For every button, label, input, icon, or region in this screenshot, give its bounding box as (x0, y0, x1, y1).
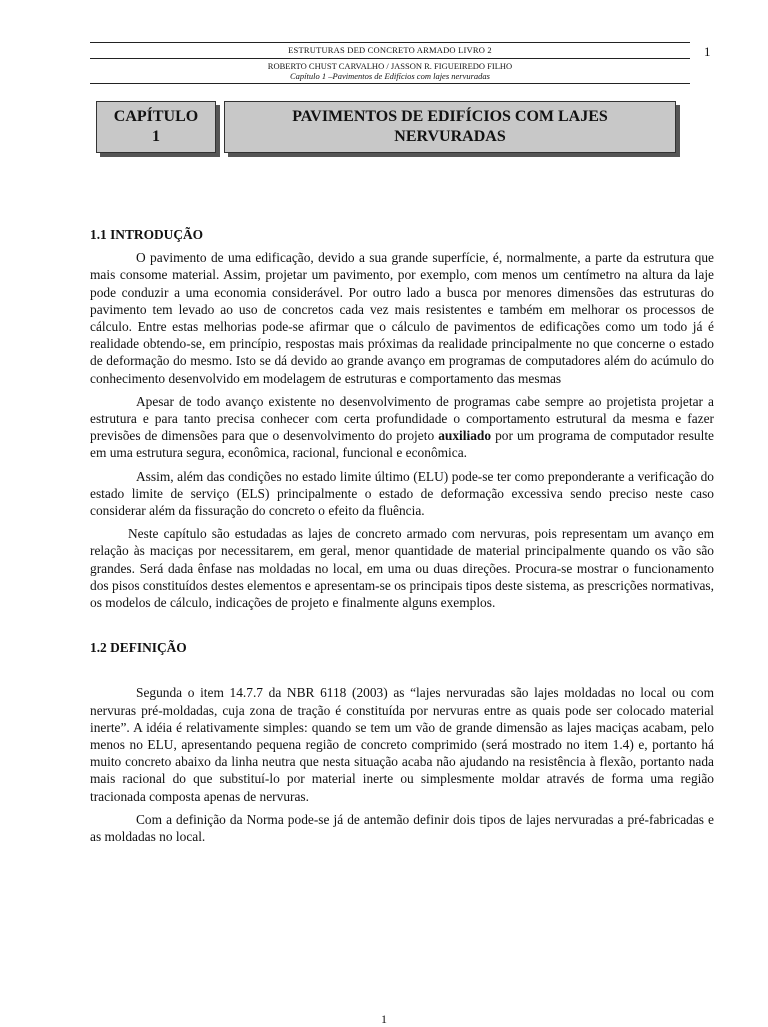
running-header (90, 42, 690, 84)
header-chapter-ref: Capítulo 1 –Pavimentos de Edifícios com lajes nervuradas (290, 71, 490, 81)
paragraph-intro-2-b: por um programa de computador resulte em uma estrutura segura, econômica, racional, funcional e econômica. (90, 428, 714, 461)
chapter-title-line2: NERVURADAS (394, 128, 506, 145)
paragraph-def-1: Segunda o item 14.7.7 da NBR 6118 (2003) as “lajes nervuradas são lajes moldadas no local ou com nervuras pré-moldadas, cuja zona de tração é constituída por nervuras entre as quais pode ser colocado material inerte”. A idéia é relativamente simples: quando se tem um vão de grande dimensão as lajes maciças acabam, pelo menos no ELU, apresentando pequena região de concreto comprimido (será mostrado no item 1.4) e, portanto há muito concreto abaixo da linha neutra que nesta situação acaba não ajudando na resistência à flexão, portanto nada mais racional do que substituí-lo por material inerte ou simplesmente moldar através de forma uma região tracionada composta apenas de nervuras. (90, 685, 714, 804)
header-bottom-rule (90, 83, 690, 84)
chapter-title-box (224, 101, 676, 153)
paragraph-intro-2 (90, 393, 714, 462)
paragraph-intro-2-bold: auxiliado (438, 428, 492, 444)
chapter-label: CAPÍTULO (113, 108, 199, 125)
chapter-number: 1 (152, 128, 160, 145)
page-body (90, 226, 714, 845)
header-page-number: 1 (704, 44, 711, 59)
header-book-title: ESTRUTURAS DED CONCRETO ARMADO LIVRO 2 (288, 45, 492, 55)
paragraph-intro-4: Neste capítulo são estudadas as lajes de concreto armado com nervuras, pois representam um avanço em relação às maciças por necessitarem, em geral, menor quantidade de material principalmente quando os vão são grandes. Será dada ênfase nas moldadas no local, em uma ou duas direções. Procura-se mostrar o funcionamento dos pisos constituídos destes elementos e apresentam-se os principais tipos deste sistema, as prescrições normativas, os modelos de cálculo, indicações de projeto e finalmente alguns exemplos. (90, 526, 714, 611)
paragraph-def-2: Com a definição da Norma pode-se já de antemão definir dois tipos de lajes nervuradas a pré-fabricadas e as moldadas no local. (90, 811, 714, 845)
header-authors: ROBERTO CHUST CARVALHO / JASSON R. FIGUEIREDO FILHO (267, 61, 513, 71)
section-heading-definicao: 1.2 DEFINIÇÃO (90, 640, 187, 656)
section-heading-introducao: 1.1 INTRODUÇÃO (90, 227, 204, 242)
chapter-title-line1: PAVIMENTOS DE EDIFÍCIOS COM LAJES (292, 108, 608, 125)
paragraph-intro-1: O pavimento de uma edificação, devido a sua grande superfície, é, normalmente, a parte da estrutura que mais consome material. Assim, projetar um pavimento, por exemplo, com menos um centímetro na altura da laje pode conduzir a uma economia considerável. Por outro lado a busca por menores dimensões das estruturas do pavimento tem levado ao uso de concretos cada vez mais resistentes e também em melhorar os processos de cálculo. Entre estas melhorias pode-se afirmar que o cálculo de pavimentos de edificações como um todo já é realidade obtendo-se, em princípio, respostas mais próximas da realidade principalmente no que concerne o estado de deformação do mesmo. Isto se dá devido ao grande avanço em programas de computadores além do acúmulo do conhecimento desenvolvido em modelagem de estruturas e comportamento das mesmas (90, 250, 714, 386)
chapter-number-box (96, 101, 216, 153)
footer-page-number: 1 (381, 1012, 387, 1026)
paragraph-intro-3: Assim, além das condições no estado limite último (ELU) pode-se ter como preponderante a verificação do estado limite de serviço (ELS) principalmente o estado de deformação excessiva sendo preciso neste caso considerar além da fissuração do concreto o efeito da fluência. (90, 468, 714, 519)
paragraph-intro-2-a: Apesar de todo avanço existente no desenvolvimento de programas cabe sempre ao projetista projetar a estrutura e para tanto precisa conhecer com certa profundidade o comportamento estrutural da mesma e fazer previsões de dimensões para que o desenvolvimento do projeto (90, 393, 714, 444)
